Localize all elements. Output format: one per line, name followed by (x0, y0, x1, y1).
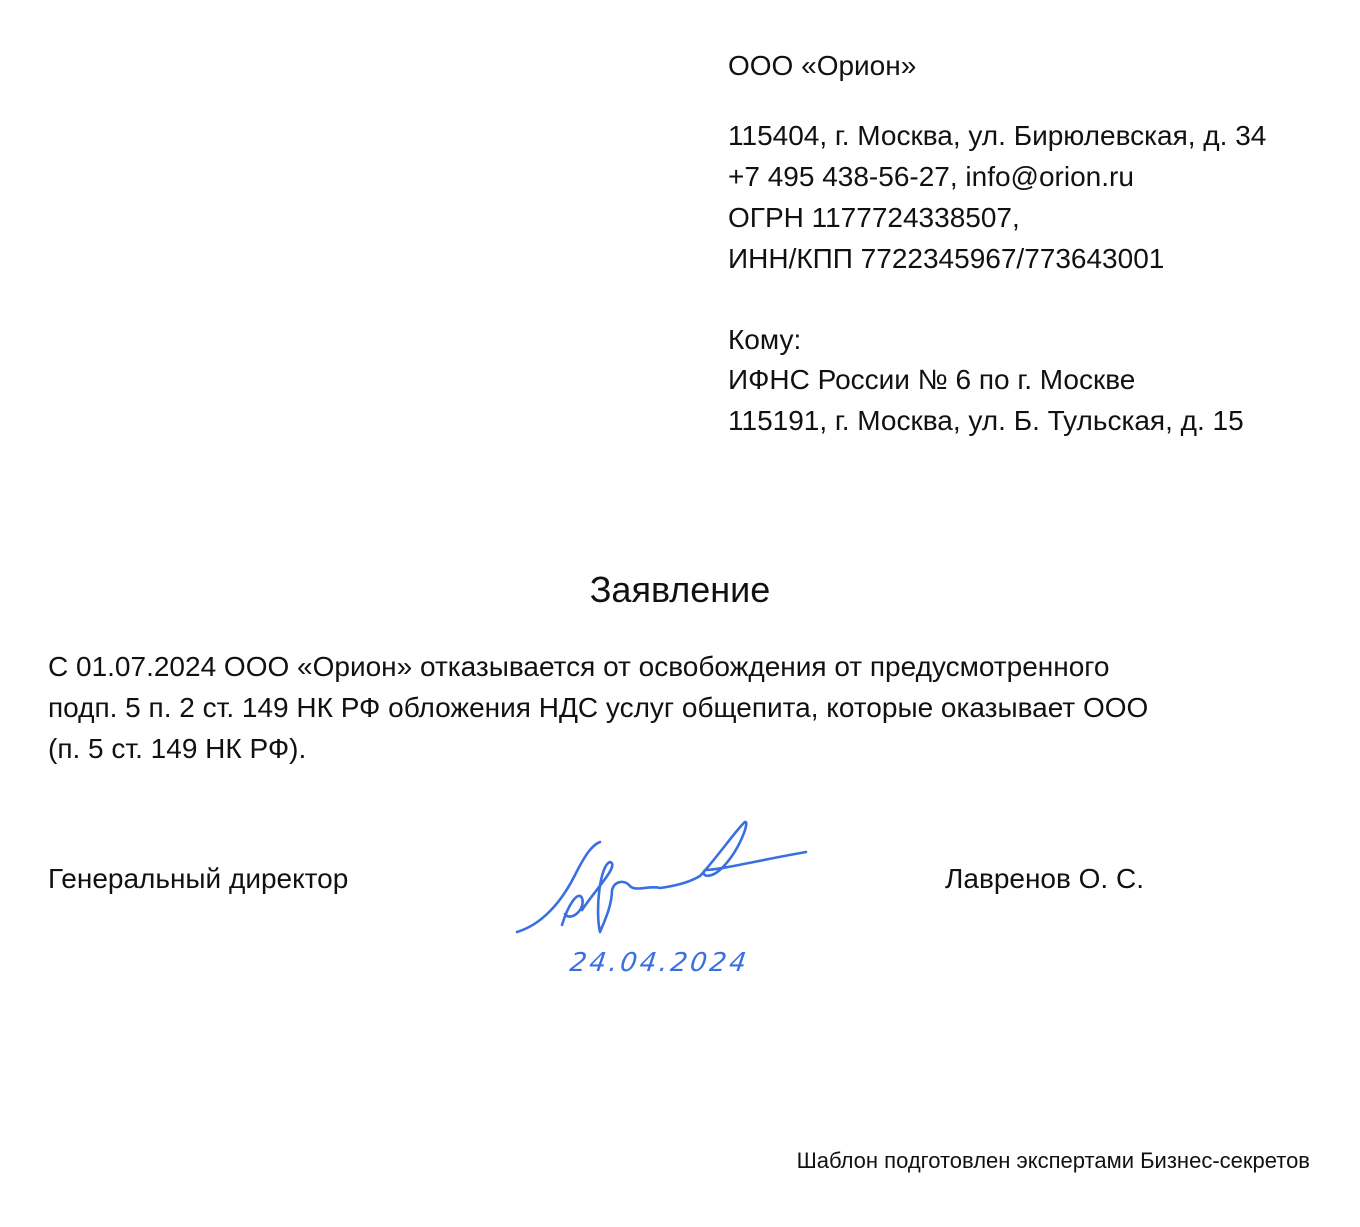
sender-ogrn: ОГРН 1177724338507, (728, 202, 1020, 233)
body-line: (п. 5 ст. 149 НК РФ). (48, 733, 307, 764)
sender-contacts: +7 495 438-56-27, info@orion.ru (728, 161, 1134, 192)
signature-date: 24.04.2024 (567, 948, 751, 978)
signer-position: Генеральный директор (48, 863, 349, 894)
recipient-address: 115191, г. Москва, ул. Б. Тульская, д. 15 (728, 405, 1244, 436)
recipient-name: ИФНС России № 6 по г. Москве (728, 364, 1136, 395)
signature-stroke (517, 822, 806, 932)
handwritten-signature (500, 810, 820, 950)
recipient-label: Кому: (728, 324, 802, 355)
body-line: подп. 5 п. 2 ст. 149 НК РФ обложения НДС услуг общепита, которые оказывает ООО (48, 692, 1149, 723)
sender-address: 115404, г. Москва, ул. Бирюлевская, д. 34 (728, 120, 1267, 151)
document-body (48, 646, 1308, 769)
sender-inn-kpp: ИНН/КПП 7722345967/773643001 (728, 243, 1165, 274)
signer-name: Лавренов О. С. (945, 863, 1144, 894)
body-line: С 01.07.2024 ООО «Орион» отказывается от освобождения от предусмотренного (48, 651, 1110, 682)
footer-note: Шаблон подготовлен экспертами Бизнес-секретов (796, 1148, 1310, 1173)
document-title: Заявление (589, 569, 771, 610)
sender-company: ООО «Орион» (728, 50, 917, 81)
